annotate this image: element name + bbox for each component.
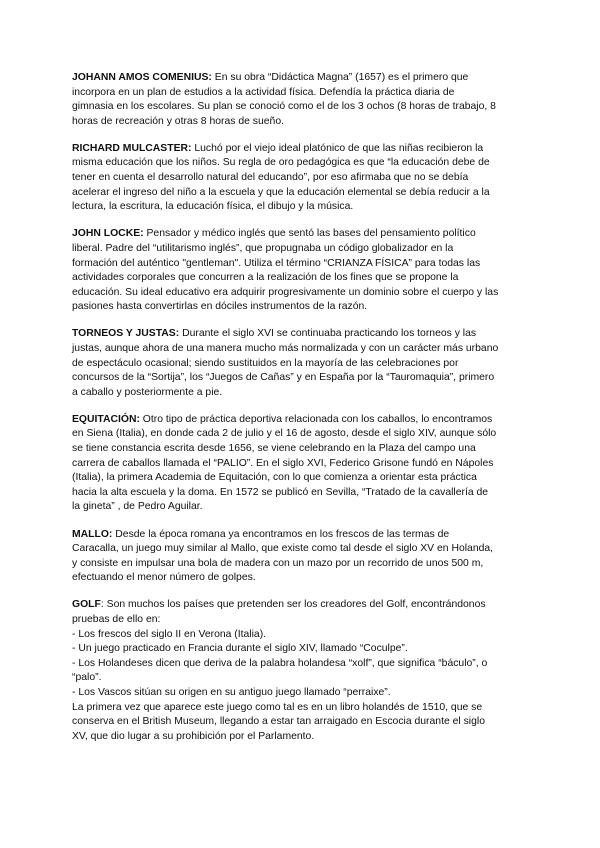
text-line xyxy=(72,100,534,115)
section-torneos-justas xyxy=(72,327,534,400)
text-line xyxy=(72,156,534,171)
text-line xyxy=(72,457,534,472)
section-text: Luchó por el viejo ideal platónico de que las niñas recibieron la xyxy=(191,142,484,154)
section-mulcaster xyxy=(72,142,534,215)
section-text: a caballo y posteriormente a pie. xyxy=(72,386,223,398)
section-text: carrera de caballos llamada el “PALIO”. En el siglo XVI, Federico Grisone fundó en Nápoles xyxy=(72,457,494,469)
text-line xyxy=(72,571,534,586)
section-text: pruebas de ello en: xyxy=(72,614,161,625)
text-line xyxy=(72,327,534,342)
section-text: incorpora en un plan de estudios a la actividad física. Defendía la práctica diaria de xyxy=(72,86,455,98)
text-line xyxy=(72,500,534,515)
section-text: y consiste en impulsar una bola de madera con un mazo por un recorrido de unos 500 m, xyxy=(72,557,484,569)
section-title: JOHN LOCKE: xyxy=(72,228,144,240)
text-line xyxy=(72,701,534,716)
text-line xyxy=(72,257,534,272)
text-line xyxy=(72,427,534,442)
section-text: hacia la alta escuela y la doma. En 1572 se publicó en Sevilla, “Tratado de la cavallería de xyxy=(72,486,489,498)
text-line xyxy=(72,613,534,628)
section-text: gimnasia en los escolares. Su plan se conoció como el de los 3 ochos (8 horas de trabajo, 8 xyxy=(72,101,496,113)
section-text: tener en cuenta el desarrollo natural del educando”, por eso afirmaba que no se debía xyxy=(72,172,469,184)
section-mallo xyxy=(72,528,534,586)
section-title: TORNEOS Y JUSTAS: xyxy=(72,328,180,340)
section-text: Durante el siglo XVI se continuaba practicando los torneos y las xyxy=(179,328,477,340)
section-text: En su obra “Didáctica Magna” (1657) es el primero que xyxy=(211,72,469,83)
text-line xyxy=(72,557,534,572)
text-line xyxy=(72,271,534,286)
text-line xyxy=(72,115,534,130)
text-line xyxy=(72,342,534,357)
section-comenius xyxy=(72,71,534,129)
text-line xyxy=(72,71,534,86)
section-text: misma educación que los niños. Su regla de oro pedagógica es que “la educación debe de xyxy=(72,157,490,169)
text-line xyxy=(72,186,534,201)
section-text: actividades corporales que concurren a la realización de los fines que se propone la xyxy=(72,272,459,284)
text-line xyxy=(72,171,534,186)
section-title: GOLF xyxy=(72,599,101,611)
document-page xyxy=(72,71,534,757)
section-text: - Los Holandeses dicen que deriva de la palabra holandesa “xolf”, que significa “báculo”, o xyxy=(72,657,488,669)
section-title: RICHARD MULCASTER: xyxy=(72,142,192,154)
text-line xyxy=(72,657,534,672)
text-line xyxy=(72,471,534,486)
section-text: Caracalla, un juego muy similar al Mallo, que existe como tal desde el siglo XV en Holanda, xyxy=(72,543,494,555)
section-text: se tiene constancia escrita desde 1656, se viene celebrando en la Plaza del campo una xyxy=(72,443,476,455)
text-line xyxy=(72,442,534,457)
text-line xyxy=(72,715,534,730)
section-text: lectura, la escritura, la educación física, el dibujo y la música. xyxy=(72,201,354,213)
section-golf xyxy=(72,598,534,744)
section-title: MALLO: xyxy=(72,528,113,540)
section-equitacion xyxy=(72,413,534,515)
section-text: (Italia), la primera Academia de Equitación, con lo que comienza a orientar esta práctica xyxy=(72,472,477,484)
text-line xyxy=(72,413,534,428)
text-line xyxy=(72,227,534,242)
text-line xyxy=(72,242,534,257)
text-line xyxy=(72,542,534,557)
section-title: EQUITACIÓN: xyxy=(72,413,140,425)
section-text: Otro tipo de práctica deportiva relacionada con los caballos, lo encontramos xyxy=(139,413,493,425)
section-locke xyxy=(72,227,534,315)
text-line xyxy=(72,598,534,613)
section-text: conserva en el British Museum, llegando a estar tan arraigado en Escocia durante el siglo xyxy=(72,716,485,728)
section-text: “palo”. xyxy=(72,672,102,684)
section-text: La primera vez que aparece este juego como tal es en un libro holandés de 1510, que se xyxy=(72,701,483,713)
section-text: la gineta” , de Pedro Aguilar. xyxy=(72,501,203,513)
section-text: Pensador y médico inglés que sentó las bases del pensamiento político xyxy=(143,228,476,240)
text-line xyxy=(72,300,534,315)
section-title: JOHANN AMOS COMENIUS: xyxy=(72,72,212,83)
text-line xyxy=(72,371,534,386)
section-text: - Los Vascos sitúan su origen en su antiguo juego llamado “perraixe”. xyxy=(72,686,391,698)
section-text: - Los frescos del siglo II en Verona (Italia). xyxy=(72,628,267,640)
section-text: pasiones hasta convertirlas en dóciles instrumentos de la razón. xyxy=(72,301,368,313)
section-text: : Son muchos los países que pretenden ser los creadores del Golf, encontrándonos xyxy=(100,599,486,611)
text-line xyxy=(72,142,534,157)
text-line xyxy=(72,357,534,372)
text-line xyxy=(72,486,534,501)
section-text: efectuando el menor número de golpes. xyxy=(72,572,256,584)
section-text: formación del auténtico "gentleman". Utiliza el término “CRIANZA FÍSICA” para todas las xyxy=(72,257,481,269)
section-text: horas de recreación y otras 8 horas de sueño. xyxy=(72,115,284,127)
section-text: de espectáculo ocasional; siendo sustituidos en la mayoría de las celebraciones por xyxy=(72,357,459,369)
section-text: Desde la época romana ya encontramos en los frescos de las termas de xyxy=(112,528,450,540)
section-text: - Un juego practicado en Francia durante el siglo XIV, llamado “Coculpe”. xyxy=(72,643,408,655)
text-line xyxy=(72,200,534,215)
text-line xyxy=(72,386,534,401)
text-line xyxy=(72,671,534,686)
text-line xyxy=(72,86,534,101)
section-text: concursos de la “Sortija”, los “Juegos de Cañas” y en España por la “Tauromaquia”, primero xyxy=(72,372,495,384)
text-line xyxy=(72,730,534,745)
text-line xyxy=(72,642,534,657)
text-line xyxy=(72,628,534,643)
text-line xyxy=(72,528,534,543)
section-text: acelerar el ingreso del niño a la escuela y que la educación elemental se debía reducir a la xyxy=(72,186,490,198)
section-text: XV, que dio lugar a su prohibición por el Parlamento. xyxy=(72,730,315,742)
text-line xyxy=(72,286,534,301)
text-line xyxy=(72,686,534,701)
section-text: educación. Su ideal educativo era adquirir progresivamente un dominio sobre el cuerpo y las xyxy=(72,286,499,298)
section-text: justas, aunque ahora de una manera mucho más normalizada y con un carácter más urbano xyxy=(72,343,499,354)
section-text: liberal. Padre del “utilitarismo inglés”, que propugnaba un código globalizador en la xyxy=(72,242,454,254)
section-text: en Siena (Italia), en donde cada 2 de julio y el 16 de agosto, desde el siglo XIV, aunque sólo xyxy=(72,428,497,440)
